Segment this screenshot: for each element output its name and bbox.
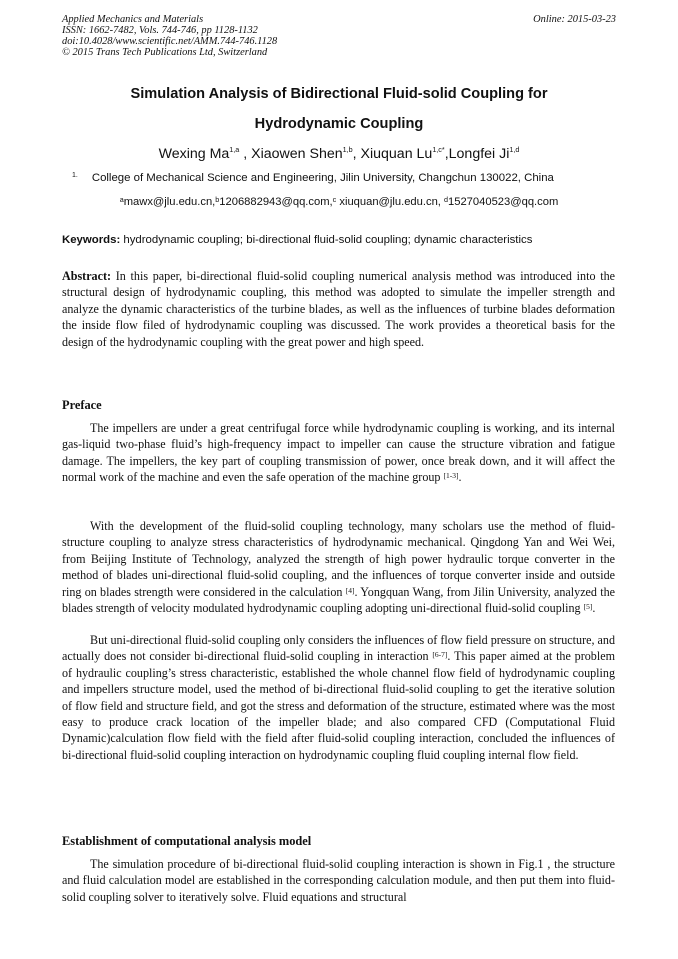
author-affil-mark: 1,c* [432, 145, 445, 154]
citation-ref: [4] [345, 585, 355, 595]
email-d: 1527040523@qq.com [448, 196, 559, 208]
author-name: Wexing Ma [158, 146, 230, 162]
author-name: Xiaowen Shen [251, 146, 343, 162]
keywords-text: hydrodynamic coupling; bi-directional fluid-solid coupling; dynamic characteristics [120, 234, 533, 246]
paragraph-text: With the development of the fluid-solid coupling technology, many scholars use the method of fluid-structure coupling to analyze stress characteristics of hydrodynamic mechanical. Qingdong Yan and Wei Wei, from Beijing Institute of Technology, analyzed the strength of high power hydraulic torque converter in the method of blades uni-directional fluid-solid coupling, and the influences of torque converter inside and outside ring on blades strength were considered in the calculation [62, 519, 615, 599]
email-c: xiuquan@jlu.edu.cn, [336, 196, 445, 208]
paragraph-text: The simulation procedure of bi-directional fluid-solid coupling interaction is shown in Fig.1 , the structure and fluid calculation model are established in the corresponding calculation module, and then put them into fluid-solid coupling solver to iteratively solve. Fluid equations and structural [62, 857, 615, 904]
author-affil-mark: 1,d [509, 145, 520, 154]
citation-ref: [1-3] [443, 471, 459, 481]
paragraph-text: The impellers are under a great centrifugal force while hydrodynamic coupling is working, and its internal gas-liquid two-phase fluid’s high-frequency impact to impeller can cause the structure vibration and fatigue damage. The impellers, the key part of coupling transmission of power, once break down, and it will affect the normal work of the machine and even the safe operation of the machine group [62, 421, 615, 485]
affiliation [72, 172, 554, 184]
keywords [62, 234, 532, 246]
email-a: mawx@jlu.edu.cn, [123, 196, 216, 208]
copyright-line: © 2015 Trans Tech Publications Ltd, Switzerland [62, 47, 268, 58]
email-b: 1206882943@qq.com, [219, 196, 333, 208]
email-mark: a [119, 195, 124, 204]
author-affil-mark: 1,a [229, 145, 240, 154]
author-name: Longfei Ji [448, 146, 510, 162]
abstract [62, 268, 615, 350]
email-mark: c [332, 195, 337, 204]
keywords-label: Keywords: [62, 234, 121, 246]
preface-paragraph-3 [62, 632, 615, 763]
abstract-label: Abstract: [62, 269, 112, 283]
paragraph-text: . [592, 601, 596, 616]
citation-ref: [6-7] [432, 650, 448, 660]
section-heading-establishment: Establishment of computational analysis model [62, 834, 312, 848]
doi-line: doi:10.4028/www.scientific.net/AMM.744-746.1128 [62, 36, 278, 47]
affiliation-text: College of Mechanical Science and Engineering, Jilin University, Changchun 130022, China [91, 172, 554, 184]
journal-name: Applied Mechanics and Materials [62, 14, 204, 25]
email-mark: d [444, 195, 449, 204]
author-emails [62, 196, 616, 208]
email-mark: b [215, 195, 220, 204]
issn-line: ISSN: 1662-7482, Vols. 744-746, pp 1128-1132 [62, 25, 258, 36]
author-separator: , [444, 146, 449, 162]
author-separator: , [239, 146, 252, 162]
paper-title-line-1: Simulation Analysis of Bidirectional Fluid-solid Coupling for [130, 86, 548, 102]
citation-ref: [5] [583, 602, 593, 612]
preface-paragraph-1 [62, 420, 615, 486]
establishment-paragraph-1 [62, 856, 615, 905]
author-name: Xiuquan Lu [360, 146, 433, 162]
abstract-text: In this paper, bi-directional fluid-solid coupling numerical analysis method was introduced into the structural design of hydrodynamic coupling, this method was adopted to simulate the impeller strength and analyze the dynamic characteristics of the turbine blades, as well as the influences of turbine blades deformation the inside flow filed of hydrodynamic coupling was discussed. The work provides a theoretical basis for the design of the hydrodynamic coupling with the great power and high speed. [62, 269, 615, 349]
online-date: Online: 2015-03-23 [533, 14, 616, 25]
preface-paragraph-2 [62, 518, 615, 616]
paragraph-text: . Yongquan Wang, from Jilin University, analyzed the blades strength of velocity modulated hydrodynamic coupling adopting uni-directional fluid-solid coupling [62, 584, 615, 616]
author-list [62, 146, 616, 162]
section-heading-preface: Preface [62, 398, 102, 412]
paragraph-text: . [458, 470, 462, 485]
author-affil-mark: 1,b [342, 145, 353, 154]
affiliation-number: 1. [72, 172, 78, 179]
paragraph-text: . This paper aimed at the problem of hydraulic coupling’s stress characteristic, established the whole channel flow field of hydrodynamic coupling and impellers structure model, used the method of bi-directional fluid-solid coupling to get the iterative solution of flow field and structure field, and got the stress and deformation of the structure, estimated where was the most easy to produce crack location of the impeller blade; and also compared CFD (Computational Fluid Dynamic)calculation flow field with the field after fluid-solid coupling interaction, concluded the influences of bi-directional fluid-solid coupling interaction on hydrodynamic coupling fluid coupling internal flow field. [62, 649, 615, 762]
running-header [62, 14, 616, 58]
paper-title-line-2: Hydrodynamic Coupling [254, 116, 424, 132]
author-separator: , [352, 146, 361, 162]
paragraph-text: But uni-directional fluid-solid coupling only considers the influences of flow field pressure on structure, and actually does not consider bi-directional fluid-solid coupling in interaction [62, 633, 615, 664]
